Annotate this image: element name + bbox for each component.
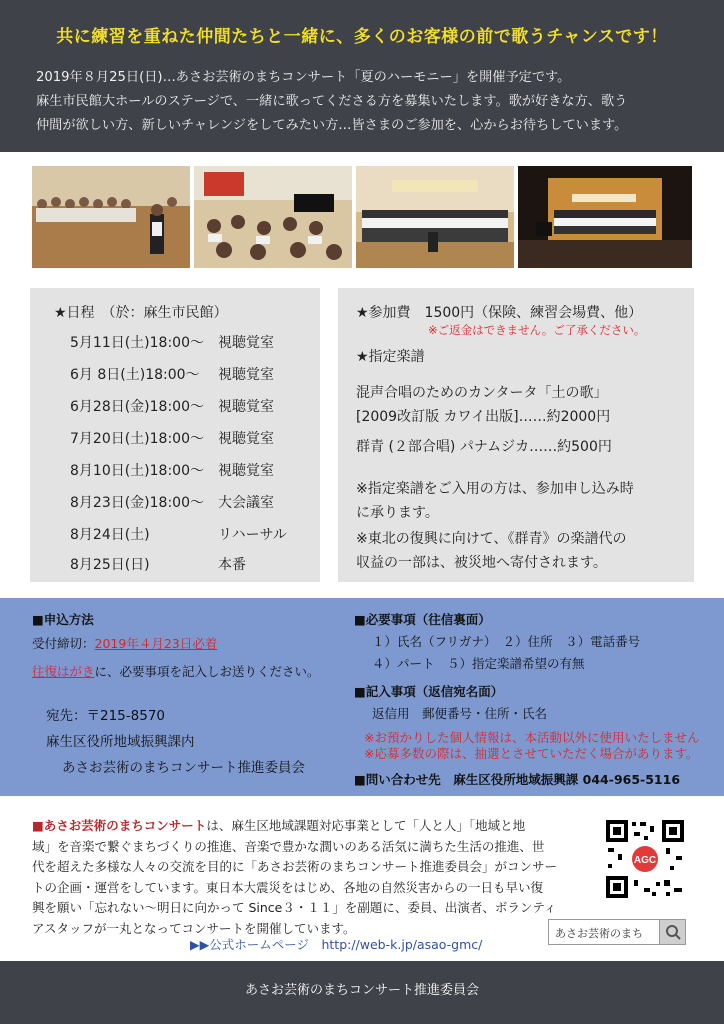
footer-text: あさお芸術のまちコンサート推進委員会	[244, 983, 479, 998]
score-line: [2009改訂版 カワイ出版]……約2000円	[356, 409, 611, 425]
schedule-place: 視聴覚室	[218, 335, 274, 351]
footer-bar	[0, 961, 724, 1024]
search-text: あさお芸術のまち	[555, 927, 643, 940]
about-line: 興を願い「忘れない～明日に向かって Since３・１１」を副題に、委員、出演者、ボランティ	[32, 900, 557, 915]
schedule-date: 8月10日(土)18:00～	[70, 463, 204, 479]
about-line: アスタッフが一丸となってコンサートを開催しています。	[32, 920, 356, 936]
schedule-title: ★日程 （於：麻生市民館）	[54, 305, 228, 321]
schedule-place: 視聴覚室	[218, 399, 274, 415]
about-highlight: ■あさお芸術のまちコンサート	[32, 818, 207, 833]
qr-code-icon[interactable]	[604, 818, 686, 900]
choir-rehearsal-photo	[32, 166, 190, 268]
fee-card	[338, 288, 694, 582]
schedule-row	[70, 460, 274, 480]
score-line: 混声合唱のためのカンタータ「土の歌」	[356, 385, 608, 401]
address-line: あさお芸術のまちコンサート推進委員会	[62, 760, 305, 776]
photo-strip	[32, 166, 692, 268]
choir-hall-photo	[518, 166, 692, 268]
schedule-row	[70, 524, 287, 544]
about-line: トの企画・運営をしています。東日本大震災をはじめ、各地の自然災害からの一日も早い復	[32, 879, 544, 895]
required-line: ４）パート ５）指定楽譜希望の有無	[372, 656, 585, 671]
schedule-place: リハーサル	[218, 527, 287, 543]
choir-practice-room-photo	[194, 166, 352, 268]
postcard-label: 往復はがき	[32, 664, 95, 679]
deadline-label: 受付締切：	[32, 636, 95, 651]
privacy-note: ※応募多数の際は、抽選とさせていただく場合があります。	[364, 746, 699, 761]
required-title: ■必要事項（往信裏面）	[354, 612, 491, 627]
method-title: ■申込方法	[32, 612, 94, 627]
about-text	[32, 816, 592, 939]
score-note: ※東北の復興に向けて、《群青》の楽譜代の	[356, 531, 627, 547]
header-banner	[0, 0, 724, 152]
intro-line: 仲間が欲しい方、新しいチャレンジをしてみたい方…皆さまのご参加を、心からお待ちしています。	[36, 118, 628, 133]
homepage-link[interactable]: ▶▶公式ホームページ http://web-k.jp/asao-gmc/	[190, 937, 483, 952]
contact-line: ■問い合わせ先 麻生区役所地域振興課 044-965-5116	[354, 772, 681, 787]
deadline-value: 2019年４月23日必着	[94, 636, 218, 651]
headline: 共に練習を重ねた仲間たちと一緒に、多くのお客様の前で歌うチャンスです！	[56, 27, 668, 47]
schedule-date: 5月11日(土)18:00～	[70, 335, 204, 351]
schedule-row	[70, 428, 274, 448]
schedule-date: 7月20日(土)18:00～	[70, 431, 204, 447]
schedule-row	[70, 492, 274, 512]
schedule-place: 大会議室	[218, 495, 274, 511]
return-line: 返信用 郵便番号・住所・氏名	[372, 706, 548, 721]
intro-line: 麻生市民館大ホールのステージで、一緒に歌ってくださる方を募集いたします。歌が好きな方、歌う	[36, 94, 628, 109]
schedule-row	[70, 332, 274, 352]
score-note: ※指定楽譜をご入用の方は、参加申し込み時	[356, 481, 634, 497]
schedule-date: 8月24日(土)	[70, 527, 150, 543]
privacy-note: ※お預かりした個人情報は、本活動以外に使用いたしません	[364, 730, 700, 745]
required-line: １）氏名（フリガナ） ２）住所 ３）電話番号	[372, 634, 641, 649]
postcard-instruction	[32, 662, 320, 680]
address-line: 宛先：〒215-8570	[46, 708, 165, 724]
schedule-row	[70, 554, 246, 574]
schedule-row	[70, 396, 274, 416]
refund-note: ※ご返金はできません。ご了承ください。	[428, 323, 646, 337]
apply-section	[0, 598, 724, 796]
schedule-row	[70, 364, 274, 384]
about-line: 代を超えた多様な人々の交流を目的に「あさお芸術のまちコンサート推進委員会」がコンサー	[32, 859, 558, 874]
deadline	[32, 634, 217, 652]
intro-text	[36, 66, 696, 138]
postcard-rest: に、必要事項を記入しお送りください。	[94, 664, 320, 679]
score-line: 群青 (２部合唱) パナムジカ……約500円	[356, 439, 612, 455]
choir-stage-photo	[356, 166, 514, 268]
schedule-place: 視聴覚室	[218, 463, 274, 479]
schedule-date: 8月25日(日)	[70, 557, 150, 573]
score-note: 収益の一部は、被災地へ寄付されます。	[356, 555, 607, 571]
schedule-card	[30, 288, 320, 582]
about-line: 域」を音楽で繋ぐまちづくりの推進、音楽で豊かな潤いのある活気に満ちた生活の推進、世	[32, 838, 545, 854]
fee-title: ★参加費 1500円（保険、練習会場費、他）	[356, 305, 643, 321]
score-note: に承ります。	[356, 505, 439, 521]
return-title: ■記入事項（返信宛名面）	[354, 684, 504, 699]
about-first-rest: は、麻生区地域課題対応事業として「人と人」「地域と地	[206, 818, 526, 833]
schedule-date: 8月23日(金)18:00～	[70, 495, 204, 511]
intro-line: 2019年８月25日(日)…あさお芸術のまちコンサート「夏のハーモニー」を開催予定です。	[36, 70, 571, 85]
schedule-date: 6月 8日(土)18:00～	[70, 367, 200, 383]
score-title: ★指定楽譜	[356, 349, 425, 365]
search-button[interactable]	[659, 920, 685, 944]
schedule-place: 視聴覚室	[218, 367, 274, 383]
schedule-place: 視聴覚室	[218, 431, 274, 447]
schedule-place: 本番	[218, 557, 246, 573]
schedule-date: 6月28日(金)18:00～	[70, 399, 204, 415]
address-line: 麻生区役所地域振興課内	[46, 734, 195, 750]
search-box[interactable]	[548, 919, 686, 945]
qr-logo-text: AGC	[633, 855, 657, 866]
search-icon	[660, 920, 686, 944]
about-first-line	[32, 816, 592, 837]
